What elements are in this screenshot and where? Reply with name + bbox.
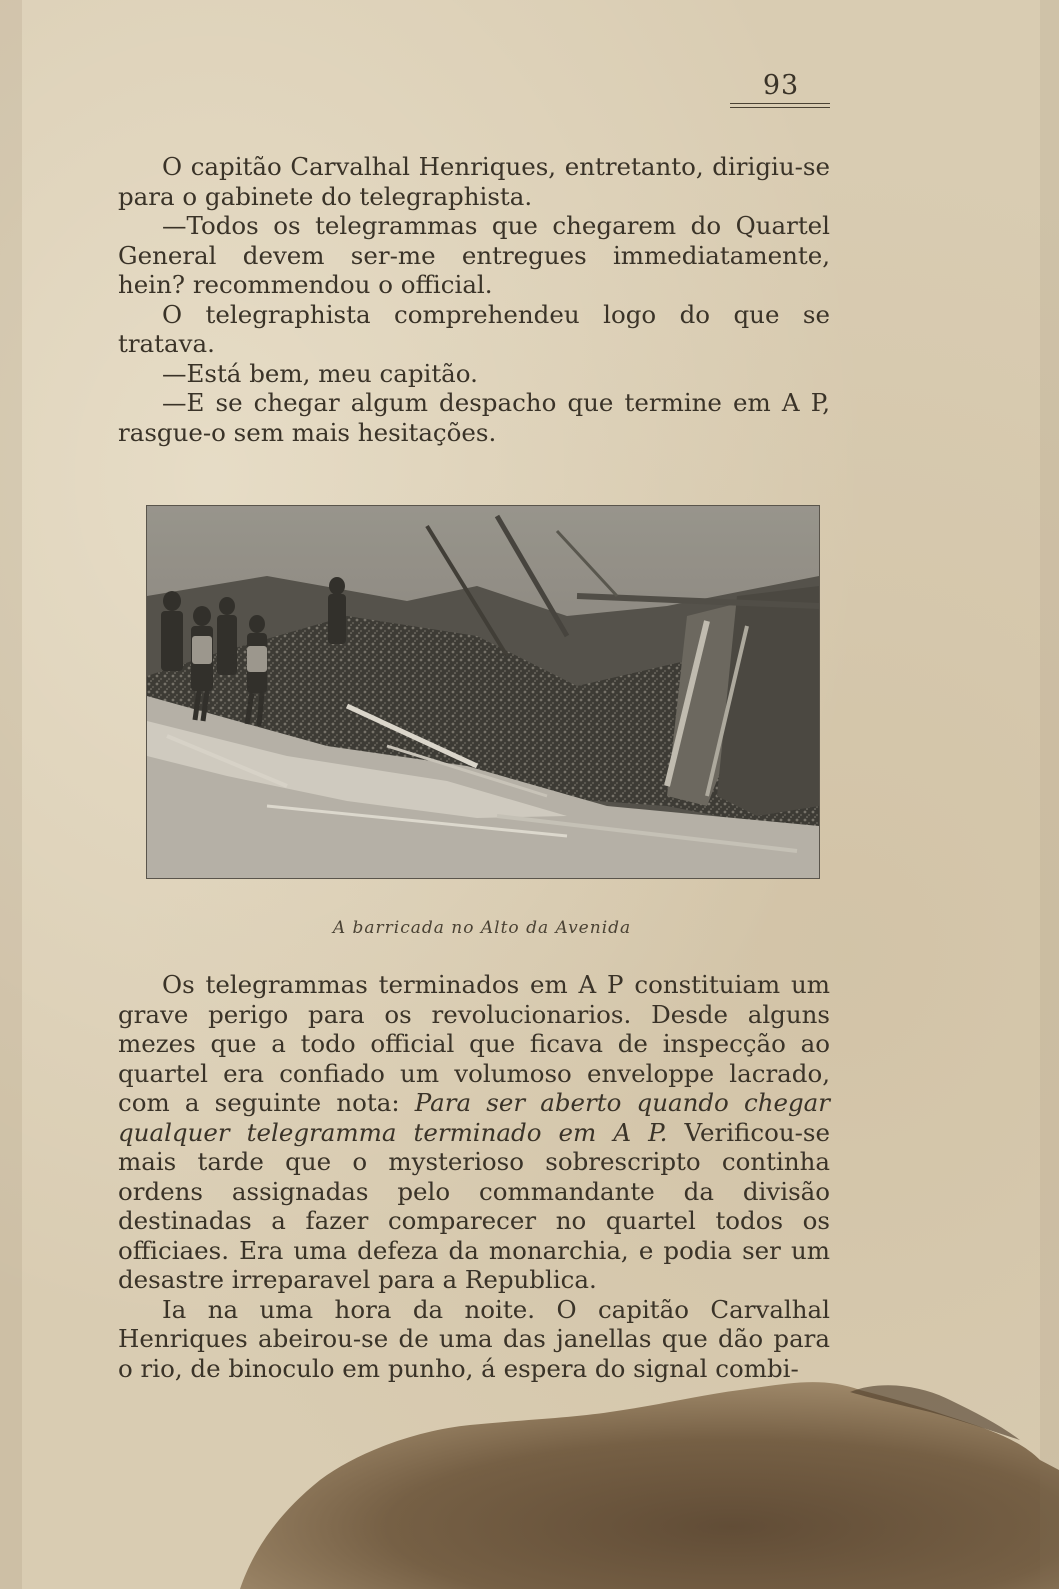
page-number-rule (730, 103, 830, 108)
bottom-text-block (118, 970, 830, 1383)
barricade-photo (146, 505, 820, 879)
photo-caption: A barricada no Alto da Avenida (332, 918, 632, 938)
paragraph: O capitão Carvalhal Henriques, entretanto, dirigiu-se para o gabinete do telegraphista. (118, 152, 830, 211)
italic-note: Para ser aberto quando chegar qualquer telegramma terminado em A P. (118, 1088, 830, 1147)
top-text-block (118, 152, 830, 447)
paragraph-text: Verificou-se mais tarde que o mysterioso sobrescripto continha ordens assignadas pelo commandante da divisão destinadas a fazer comparecer no quartel todos os officiaes. Era uma defeza da monarchia, e podia ser um desastre irreparavel para a Republica. (118, 1117, 830, 1294)
dialogue-line: —E se chegar algum despacho que termine em A P, rasgue-o sem mais hesitações. (118, 388, 830, 447)
dialogue-line: —Está bem, meu capitão. (162, 358, 478, 388)
paragraph: O telegraphista comprehendeu logo do que se tratava. (118, 299, 830, 358)
paragraph-text: Os telegrammas terminados em A P constituiam um grave perigo para os revolucionarios. Desde alguns mezes que a todo official que ficava de inspecção ao quartel era confiado um volumoso enveloppe lacrado, com a seguinte nota: (118, 970, 830, 1117)
dialogue-line: —Todos os telegrammas que chegarem do Quartel General devem ser-me entregues immediatamente, hein? recommendou o official. (118, 211, 830, 299)
paragraph (118, 970, 830, 1295)
paragraph: Ia na uma hora da noite. O capitão Carvalhal Henriques abeirou-se de uma das janellas que dão para o rio, de binoculo em punho, á espera do signal combi- (118, 1294, 830, 1383)
barricade-photo-illustration (147, 506, 819, 878)
page-number: 93 (762, 70, 800, 101)
